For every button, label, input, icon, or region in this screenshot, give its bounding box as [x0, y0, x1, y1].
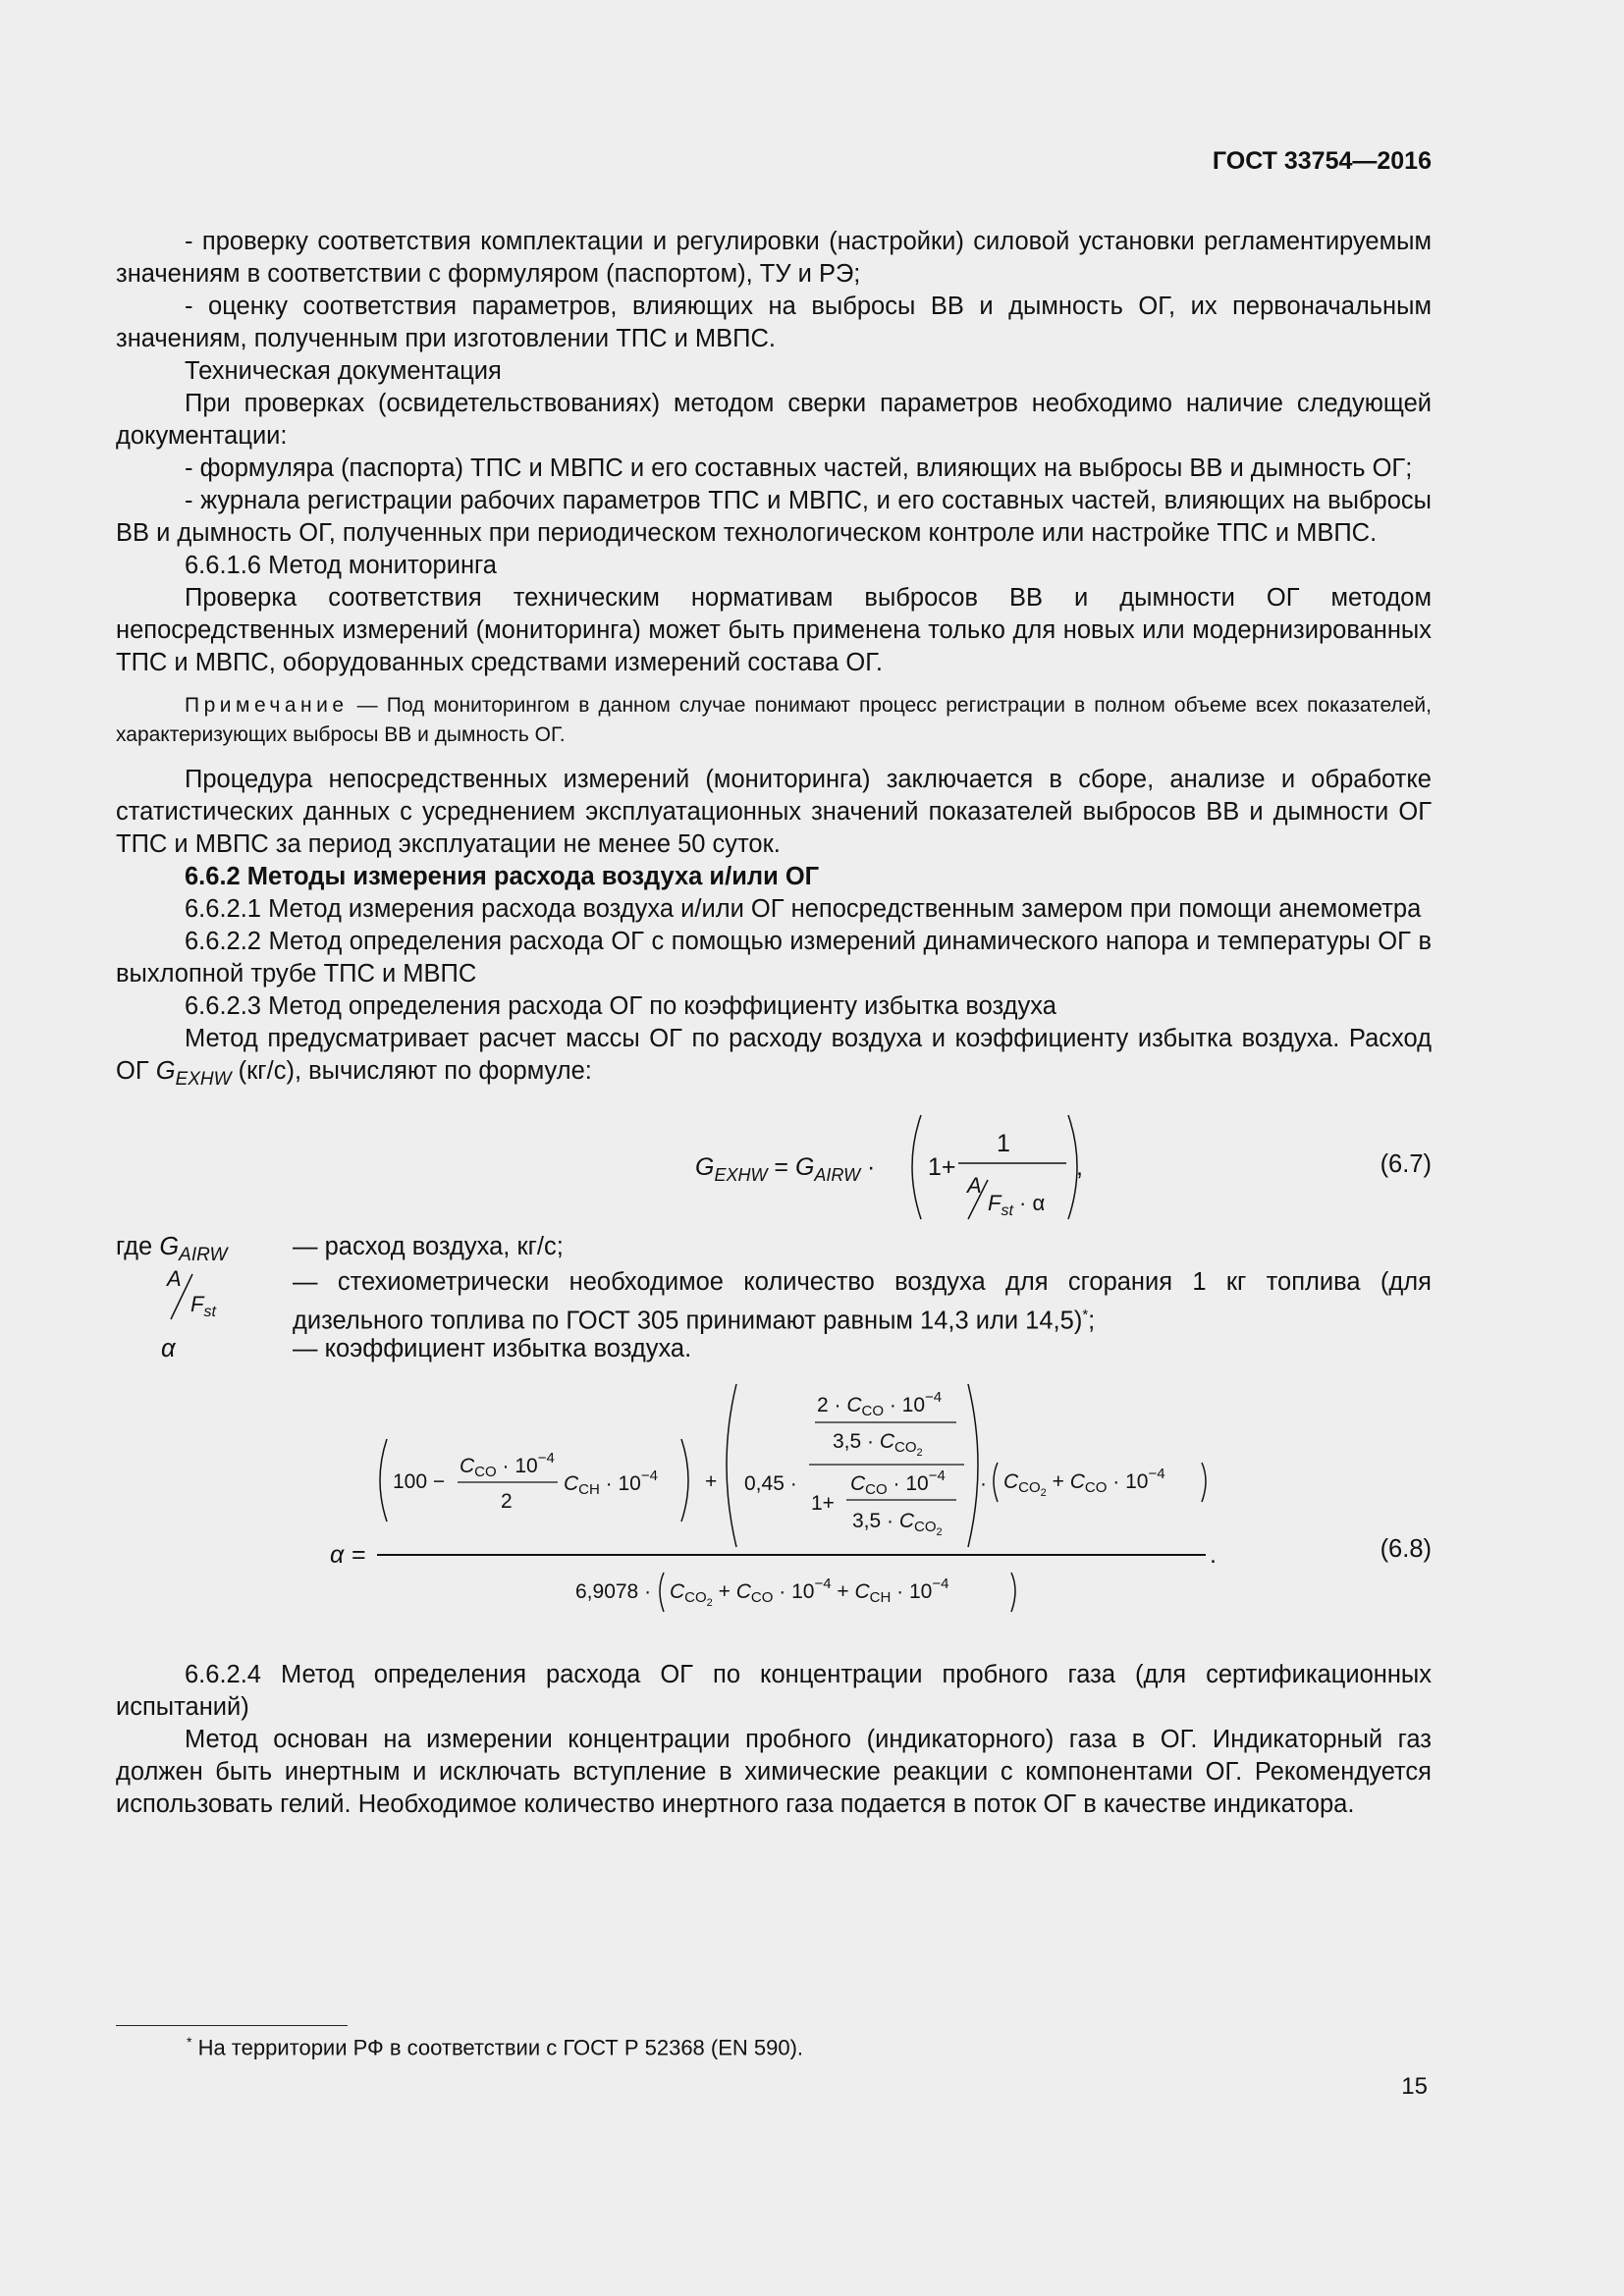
paragraph: - формуляра (паспорта) ТПС и МВПС и его составных частей, влияющих на выбросы ВВ и дымность ОГ;: [185, 454, 1413, 482]
paragraph: [116, 1023, 1432, 1095]
svg-text:CCO2 + CCO · 10−4 + CCH · 10−4: CCO2 + CCO · $10^{-4}$ + CCH · $10^{-4}$: [670, 1575, 949, 1610]
svg-text:100 −: 100 −: [393, 1470, 446, 1494]
svg-text:3,5 · CCO2: 3,5 · CCO2: [852, 1510, 943, 1539]
svg-text:CCO2 + CCO · 10−4: CCO2 + CCO · $10^{-4}$: [1003, 1466, 1165, 1500]
svg-text:=: =: [352, 1541, 366, 1570]
svg-text:,: ,: [1076, 1153, 1083, 1182]
symbol-g-airw: $G_{AIRW}$: [159, 1233, 228, 1266]
note-label: Примечание: [185, 694, 349, 717]
main-text: [116, 226, 1432, 1821]
variable-list: [116, 1231, 1432, 1368]
paragraph-text: Метод предусматривает расчет массы ОГ по расходу воздуха и коэффициенту избытка воздуха. Расход ОГ: [116, 1025, 1432, 1085]
svg-text:3,5 · CCO2: 3,5 · CCO2: [833, 1430, 923, 1460]
svg-text:2: 2: [501, 1490, 513, 1514]
paragraph: При проверках (освидетельствованиях) методом сверки параметров необходимо наличие следующей документации:: [116, 390, 1432, 450]
section-heading: 6.6.1.6 Метод мониторинга: [185, 552, 497, 579]
svg-text:CCH · 10−4: CCH · $10^{-4}$: [564, 1468, 658, 1499]
paragraph: Проверка соответствия техническим нормативам выбросов ВВ и дымности ОГ методом непосредственных измерений (мониторинга) может быть применена только для новых или модернизированных ТПС и МВПС, оборудованных средствами измерений состава ОГ.: [116, 584, 1432, 676]
svg-text:CCO · 10−4: CCO · $10^{-4}$: [850, 1468, 946, 1499]
symbol-a-fst: [165, 1262, 244, 1327]
paragraph: 6.6.2.2 Метод определения расхода ОГ с помощью измерений динамического напора и температуры ОГ в выхлопной трубе ТПС и МВПС: [116, 928, 1432, 988]
symbol-alpha: α: [161, 1335, 176, 1363]
paragraph: Процедура непосредственных измерений (мониторинга) заключается в сборе, анализе и обработке статистических данных с усреднением эксплуатационных значений показателей выбросов ВВ и дымности ОГ ТПС и МВПС за период эксплуатации не менее 50 суток.: [116, 766, 1432, 858]
paragraph: 6.6.2.3 Метод определения расхода ОГ по коэффициенту избытка воздуха: [185, 992, 1056, 1020]
variable-row: [116, 1266, 1432, 1335]
paragraph-text: (кг/с), вычисляют по формуле:: [231, 1057, 592, 1085]
svg-text:1+: 1+: [928, 1153, 956, 1182]
formula-6-7-paren-close: [1068, 1109, 1127, 1225]
note-text: — Под мониторингом в данном случае понимают процесс регистрации в полном объеме всех показателей, характеризующих выбросы ВВ и дымность ОГ.: [116, 694, 1432, 746]
footnote: * На территории РФ в соответствии с ГОСТ Р 52368 (EN 590).: [187, 2034, 804, 2060]
where-label: где: [116, 1233, 153, 1261]
paragraph: - журнала регистрации рабочих параметров ТПС и МВПС, и его составных частей, влияющих на выбросы ВВ и дымность ОГ, полученных при периодическом технологическом контроле или настройке ТПС и МВПС.: [116, 487, 1432, 547]
document-code: ГОСТ 33754—2016: [1212, 147, 1432, 175]
footnote-divider: [116, 2025, 348, 2026]
svg-text:1: 1: [997, 1130, 1010, 1158]
page-number: 15: [1401, 2073, 1428, 2100]
paragraph: - оценку соответствия параметров, влияющих на выбросы ВВ и дымность ОГ, их первоначальным значениям, полученным при изготовлении ТПС и МВПС.: [116, 293, 1432, 352]
svg-text:α: α: [330, 1541, 345, 1570]
svg-text:.: .: [1210, 1541, 1217, 1570]
formula-6-7-expression: [577, 1109, 1046, 1225]
formula-number: (6.7): [1380, 1150, 1432, 1179]
variable-description: — коэффициент избытка воздуха.: [293, 1335, 692, 1363]
svg-text:CCO · 10−4: CCO · $10^{-4}$: [460, 1450, 555, 1481]
formula-6-8: [116, 1380, 1432, 1635]
svg-text:GEXHW = GAIRW ·: $G_{EXHW} = G_{AIRW}$ ·: [695, 1153, 876, 1186]
svg-text:·: ·: [980, 1472, 987, 1496]
formula-6-8-expression: [116, 1380, 1432, 1635]
formula-6-7: [116, 1109, 1432, 1225]
svg-text:Fst: $F_{st}$: [190, 1292, 216, 1321]
paragraph: 6.6.2.1 Метод измерения расхода воздуха и/или ОГ непосредственным замером при помощи анемометра: [185, 895, 1422, 923]
section-heading: 6.6.2 Методы измерения расхода воздуха и/или ОГ: [185, 863, 820, 890]
svg-text:+: +: [705, 1470, 718, 1494]
note: [116, 691, 1432, 750]
paragraph: Техническая документация: [185, 357, 502, 385]
svg-text:6,9078 ·: 6,9078 ·: [575, 1580, 652, 1604]
variable-description: — стехиометрически необходимое количество воздуха для сгорания 1 кг топлива (для дизельного топлива по ГОСТ 305 принимают равным 14,3 или 14,5)*;: [293, 1268, 1432, 1335]
symbol-g-exhw: $G_{EXHW}$: [155, 1057, 232, 1091]
svg-text:A: A: [967, 1173, 982, 1199]
svg-text:2 · CCO · 10−4: 2 · CCO · $10^{-4}$: [817, 1389, 943, 1420]
variable-row: [116, 1231, 1432, 1271]
paragraph: Метод основан на измерении концентрации пробного (индикаторного) газа в ОГ. Индикаторный газ должен быть инертным и исключать вступление в химические реакции с компонентами ОГ. Рекомендуется использовать гелий. Необходимое количество инертного газа подается в поток ОГ в качестве индикатора.: [116, 1726, 1432, 1819]
formula-number: (6.8): [1380, 1535, 1432, 1564]
svg-text:Fst · α: $F_{st} \cdot \alpha$: [988, 1191, 1046, 1220]
variable-description: — расход воздуха, кг/с;: [293, 1233, 564, 1261]
svg-text:A: A: [167, 1266, 182, 1292]
svg-text:1+: 1+: [811, 1492, 835, 1516]
paragraph: 6.6.2.4 Метод определения расхода ОГ по концентрации пробного газа (для сертификационных испытаний): [116, 1661, 1432, 1722]
paragraph: - проверку соответствия комплектации и регулировки (настройки) силовой установки регламентируемым значениям в соответствии с формуляром (паспортом), ТУ и РЭ;: [116, 228, 1432, 288]
svg-text:0,45 ·: 0,45 ·: [744, 1472, 797, 1496]
